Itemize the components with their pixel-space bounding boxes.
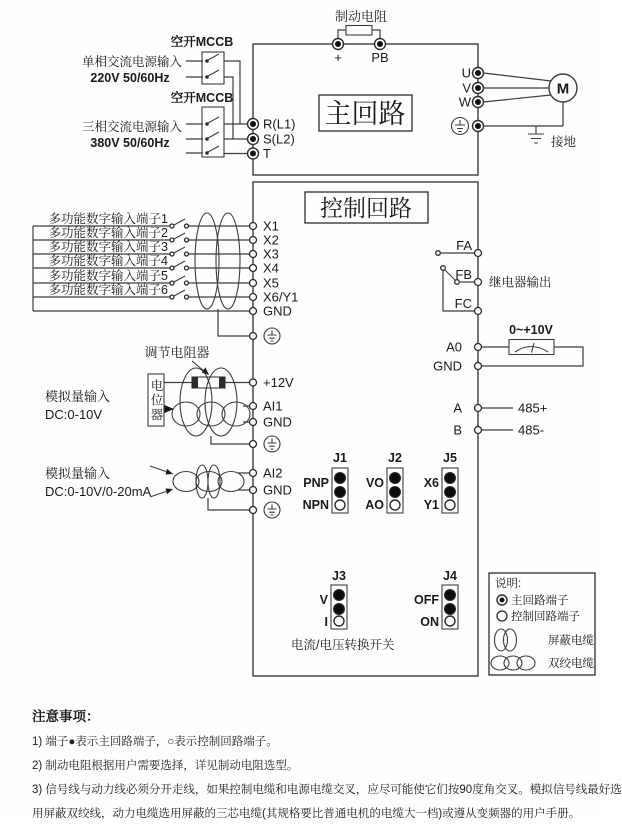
jumper-j4-bottom-label: ON xyxy=(420,615,439,629)
terminal-label-gnd: GND xyxy=(263,303,292,319)
digital-inputs-group xyxy=(33,211,298,344)
mccb2-breaker xyxy=(82,90,247,157)
terminal-t xyxy=(248,148,259,159)
single-phase-label-line2: 220V 50/60Hz xyxy=(90,71,170,85)
jumper-j2-name: J2 xyxy=(388,451,402,465)
adjust-resistor-label: 调节电阻器 xyxy=(144,345,210,360)
jumper-j5-name: J5 xyxy=(443,451,457,465)
digital-input-label-2: 多功能数字输入端子2 xyxy=(48,226,168,240)
terminal-label-485b: B xyxy=(453,422,462,438)
plus-terminal-label: + xyxy=(334,50,342,65)
terminal-label-fb: FB xyxy=(455,267,472,282)
terminal-label-w: W xyxy=(458,94,471,110)
legend-twisted-cable-label: 双绞电缆 xyxy=(548,658,594,670)
jumper-j3 xyxy=(320,569,347,629)
brake-resistor-symbol xyxy=(346,26,372,36)
jumper-j2 xyxy=(365,451,403,513)
terminal-pe xyxy=(473,121,484,132)
terminal-ai2 xyxy=(250,470,257,477)
terminal-plus xyxy=(333,39,344,50)
jumper-j5-top-label: X6 xyxy=(423,476,439,490)
terminal-gnd-ai2 xyxy=(250,487,257,494)
terminal-label-v: V xyxy=(462,80,471,96)
note-line-3: 3) 信号线与动力线必须分开走线，如果控制电缆和电源电缆交叉，应尽可能使它们按90度角交叉。模拟信号线最好选 xyxy=(32,784,622,796)
terminal-ai1 xyxy=(250,403,257,410)
voltmeter-label: 0~+10V xyxy=(509,323,553,337)
motor-output-group xyxy=(459,66,577,110)
digital-input-label-4: 多功能数字输入端子4 xyxy=(48,254,168,268)
terminal-label-fa: FA xyxy=(456,238,472,253)
terminal-a0 xyxy=(475,344,482,351)
terminal-label-ai1: AI1 xyxy=(263,398,283,414)
pb-terminal-label: PB xyxy=(371,50,389,65)
terminal-label-x1: X1 xyxy=(263,218,279,234)
legend-shield-cable-label: 屏蔽电缆 xyxy=(548,635,594,647)
legend-shield-cable-icon-2 xyxy=(504,629,517,651)
ai2-arrow-top xyxy=(166,469,174,475)
notes-title: 注意事项： xyxy=(32,709,100,724)
terminal-label-12v: +12V xyxy=(263,375,294,390)
terminal-label-gnd-ai1: GND xyxy=(263,414,292,430)
rs485-group xyxy=(453,401,547,438)
terminal-label-s: S(L2) xyxy=(263,131,295,147)
analog2-group xyxy=(45,465,292,518)
terminal-x1 xyxy=(250,223,257,230)
digital-input-label-3: 多功能数字输入端子3 xyxy=(48,240,168,254)
terminal-pe-digital xyxy=(250,333,257,340)
terminal-label-x6y1: X6/Y1 xyxy=(263,289,299,305)
terminal-label-gnd-ai2: GND xyxy=(263,482,292,498)
legend-box xyxy=(489,573,595,675)
terminal-u xyxy=(473,68,484,79)
legend-main-terminal-label: 主回路端子 xyxy=(511,595,569,607)
note-line-2: 2) 制动电阻根据用户需要选择，详见制动电阻选型。 xyxy=(32,760,299,772)
jumper-j2-top-label: VO xyxy=(365,476,384,490)
terminal-gnd-ai1 xyxy=(250,419,257,426)
analog-output-group xyxy=(433,323,583,374)
terminal-r-l1 xyxy=(248,119,259,130)
terminal-pe-ai1 xyxy=(250,441,257,448)
jumper-j4-top-label: OFF xyxy=(414,593,439,607)
jumper-j1-top-label: PNP xyxy=(303,476,329,490)
shield-cable-symbol-digital-2 xyxy=(216,213,240,309)
digital-input-label-6: 多功能数字输入端子6 xyxy=(48,283,168,297)
terminal-w xyxy=(473,97,484,108)
legend-control-terminal-icon xyxy=(497,611,507,621)
jumper-j4-name: J4 xyxy=(443,569,457,583)
terminal-label-x5: X5 xyxy=(263,275,279,291)
analog2-label-line1: 模拟量输入 xyxy=(45,466,111,481)
ai2-arrow-bottom xyxy=(166,489,174,495)
three-phase-label-line2: 380V 50/60Hz xyxy=(90,136,170,150)
terminal-x3 xyxy=(250,251,257,258)
relay-output-label: 继电器输出 xyxy=(489,275,552,290)
shield-cable-symbol-ai2 xyxy=(196,465,208,498)
terminal-label-x4: X4 xyxy=(263,260,279,276)
terminal-label-x3: X3 xyxy=(263,246,279,262)
terminal-fb xyxy=(475,279,482,286)
twisted-pair-ai1 xyxy=(172,402,200,426)
legend-control-terminal-label: 控制回路端子 xyxy=(511,611,580,623)
control-circuit-title: 控制回路 xyxy=(320,196,412,221)
jumper-j5 xyxy=(424,451,458,513)
jumper-j2-bottom-label: AO xyxy=(365,498,384,512)
mccb2-label: 空开MCCB xyxy=(170,91,234,105)
notes-section xyxy=(32,705,622,829)
terminal-label-fc: FC xyxy=(454,296,472,311)
jumper-j3-top-label: V xyxy=(319,593,328,607)
terminal-label-ai2: AI2 xyxy=(263,465,283,481)
terminal-x5 xyxy=(250,280,257,287)
digital-input-label-1: 多功能数字输入端子1 xyxy=(48,212,168,226)
ground-label: 接地 xyxy=(551,135,577,149)
digital-input-row-4 xyxy=(33,253,250,270)
digital-input-label-5: 多功能数字输入端子5 xyxy=(48,269,168,283)
pe-symbol-ai2 xyxy=(264,502,280,518)
terminal-fa xyxy=(475,250,482,257)
earth-symbol xyxy=(528,134,544,143)
terminal-fc xyxy=(475,308,482,315)
main-circuit-title: 主回路 xyxy=(324,99,406,129)
terminal-12v xyxy=(250,379,257,386)
jumper-j5-bottom-label: Y1 xyxy=(423,498,439,512)
terminal-label-t: T xyxy=(263,146,271,161)
jumper-j3-bottom-label: I xyxy=(324,615,328,629)
terminal-x6y1 xyxy=(250,294,257,301)
terminal-s-l2 xyxy=(248,134,259,145)
terminal-gnd-digital xyxy=(250,308,257,315)
note-line-4: 用屏蔽双绞线，动力电缆选用屏蔽的三芯电缆(其规格要比普通电机的电缆大一档)或遵从变频器的用户手册。 xyxy=(32,808,581,820)
terminal-label-a0: A0 xyxy=(446,339,462,355)
analog1-label-line1: 模拟量输入 xyxy=(45,389,111,404)
pe-symbol-ai1 xyxy=(264,436,280,452)
legend-twisted-cable-icon-3 xyxy=(517,656,535,670)
terminal-v xyxy=(473,83,484,94)
jumper-j1-name: J1 xyxy=(333,451,347,465)
shield-cable-symbol-digital xyxy=(195,213,219,309)
brake-resistor-label: 制动电阻 xyxy=(334,9,388,24)
three-phase-label-line1: 三相交流电源输入 xyxy=(81,120,183,134)
terminal-label-u: U xyxy=(461,65,471,81)
switch-caption: 电流/电压转换开关 xyxy=(291,638,395,652)
jumper-j1 xyxy=(303,451,348,513)
terminal-pe-ai2 xyxy=(250,507,257,514)
single-phase-label-line1: 单相交流电源输入 xyxy=(81,55,183,69)
pe-symbol-main xyxy=(452,118,469,135)
potentiometer-label: 电位器 xyxy=(149,379,163,423)
terminal-label-gnd-a0: GND xyxy=(433,358,462,374)
twisted-pair-ai2 xyxy=(173,472,199,492)
terminal-x4 xyxy=(250,265,257,272)
analog2-label-line2: DC:0-10V/0-20mA xyxy=(45,484,152,499)
terminal-485b xyxy=(475,427,482,434)
terminal-x2 xyxy=(250,237,257,244)
rs485-minus-label: 485- xyxy=(518,422,545,438)
rs485-plus-label: 485+ xyxy=(518,400,548,416)
terminal-pb xyxy=(375,39,386,50)
jumper-j3-name: J3 xyxy=(332,569,346,583)
motor-label: M xyxy=(556,80,570,98)
brake-resistor-group xyxy=(333,9,389,65)
pe-symbol-digital xyxy=(264,328,280,344)
terminal-label-r: R(L1) xyxy=(263,116,296,132)
terminal-485a xyxy=(475,405,482,412)
analog1-group xyxy=(45,345,294,452)
legend-title: 说明: xyxy=(495,578,522,590)
jumper-j4 xyxy=(414,569,458,629)
jumper-j1-bottom-label: NPN xyxy=(302,498,329,512)
terminal-label-485a: A xyxy=(453,400,462,416)
analog1-label-line2: DC:0-10V xyxy=(45,407,103,422)
terminal-gnd-a0 xyxy=(475,363,482,370)
terminal-label-x2: X2 xyxy=(263,232,279,248)
note-line-1: 1) 端子●表示主回路端子，○表示控制回路端子。 xyxy=(32,736,278,748)
mccb1-label: 空开MCCB xyxy=(170,35,234,49)
relay-output-group xyxy=(436,238,552,315)
